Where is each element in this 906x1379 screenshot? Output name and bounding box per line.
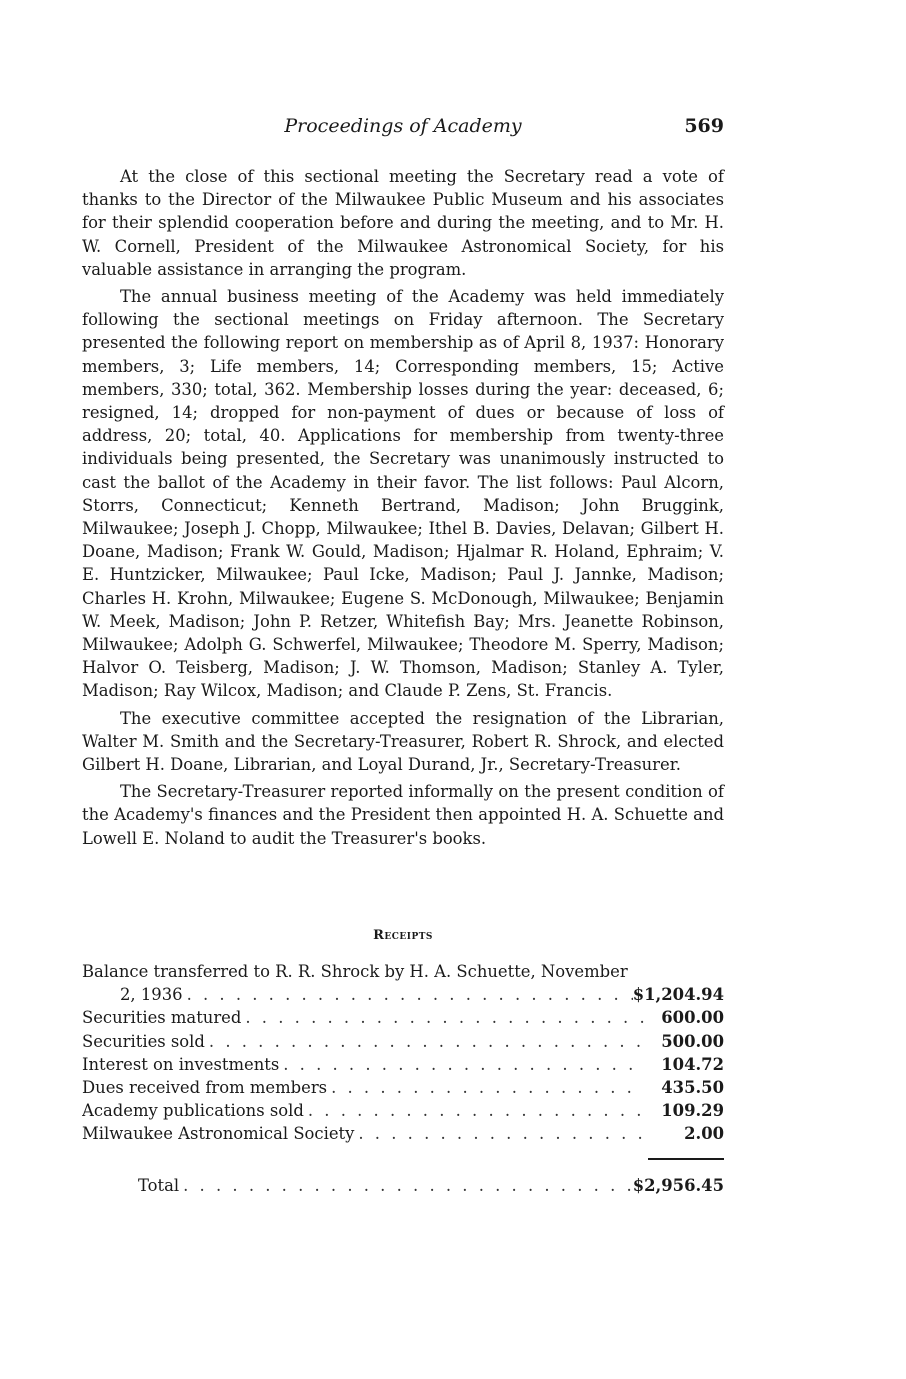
receipt-amount: 109.29 — [661, 1101, 724, 1121]
paragraph-treasurer-report: The Secretary-Treasurer reported informally on the present condition of the Academy's finances and the President then appointed H. A. Schuette and Lowell E. Noland to audit the Treasurer's books. — [82, 782, 724, 848]
receipt-label: Milwaukee Astronomical Society — [82, 1124, 355, 1144]
receipt-label: Dues received from members — [82, 1077, 328, 1097]
receipt-amount: 600.00 — [661, 1008, 724, 1028]
receipt-row-total — [82, 1174, 724, 1197]
total-amount: $2,956.45 — [632, 1175, 724, 1195]
paragraph-vote-of-thanks: At the close of this sectional meeting the Secretary read a vote of thanks to the Director of the Milwaukee Public Museum and his associates for their splendid cooperation before and during the meeting, and to Mr. H. W. Cornell, President of the Milwaukee Astronomical Society, for his valuable assistance in arranging the program. — [82, 167, 724, 279]
total-label: Total — [138, 1175, 180, 1195]
receipt-row — [82, 1030, 724, 1053]
leader-dots — [205, 1030, 644, 1053]
receipt-balance-label-line2: 2, 1936 — [120, 985, 183, 1005]
leader-dots — [327, 1076, 644, 1099]
receipt-amount: 500.00 — [661, 1031, 724, 1051]
receipts-table — [82, 960, 724, 1197]
leader-dots — [179, 1174, 633, 1197]
receipts-heading: Receipts — [373, 928, 433, 943]
receipt-label: Securities sold — [82, 1031, 205, 1051]
receipt-row — [82, 1122, 724, 1145]
receipt-balance-label-line1: Balance transferred to R. R. Shrock by H. A. Schuette, November — [82, 962, 628, 981]
paragraph-business-meeting: The annual business meeting of the Academy was held immediately following the sectional meetings on Friday afternoon. The Secretary presented the following report on membership as of April 8, 1937: Honorary members, 3; Life members, 14; Corresponding members, 15; Active members, 330; total, 362. Membership losses during the year: deceased, 6; resigned, 14; dropped for non-payment of dues or because of loss of address, 20; total, 40. Applications for membership from twenty-three individuals being presented, the Secretary was unanimously instructed to cast the ballot of the Academy in their favor. The list follows: Paul Alcorn, Storrs, Connecticut; Kenneth Bertrand, Madison; John Bruggink, Milwaukee; Joseph J. Chopp, Milwaukee; Ithel B. Davies, Delavan; Gilbert H. Doane, Madison; Frank W. Gould, Madison; Hjalmar R. Holand, Ephraim; V. E. Huntzicker, Milwaukee; Paul Icke, Madison; Paul J. Jannke, Madison; Charles H. Krohn, Milwaukee; Eugene S. McDonough, Milwaukee; Benjamin W. Meek, Madison; John P. Retzer, Whitefish Bay; Mrs. Jeanette Robinson, Milwaukee; Adolph G. Schwerfel, Milwaukee; Theodore M. Sperry, Madison; Halvor O. Teisberg, Madison; J. W. Thomson, Madison; Stanley A. Tyler, Madison; Ray Wilcox, Madison; and Claude P. Zens, St. Francis. — [82, 287, 724, 701]
leader-dots — [304, 1099, 644, 1122]
paragraph-executive-committee: The executive committee accepted the resignation of the Librarian, Walter M. Smith and the Secretary-Treasurer, Robert R. Shrock, and elected Gilbert H. Doane, Librarian, and Loyal Durand, Jr., Secretary-Treasurer. — [82, 708, 724, 775]
receipt-label: Academy publications sold — [82, 1101, 304, 1121]
receipt-label: Interest on investments — [82, 1054, 280, 1074]
leader-dots — [354, 1122, 644, 1145]
receipt-label: Securities matured — [82, 1008, 242, 1028]
receipt-row — [82, 1099, 724, 1122]
running-head — [82, 115, 724, 143]
receipt-amount: 104.72 — [661, 1054, 724, 1074]
receipt-amount: 435.50 — [661, 1077, 724, 1097]
receipt-row — [82, 1053, 724, 1076]
receipt-row — [82, 1076, 724, 1099]
receipt-amount: 2.00 — [684, 1124, 724, 1144]
receipt-amount: $1,204.94 — [632, 985, 724, 1005]
total-rule — [648, 1158, 724, 1160]
running-title: Proceedings of Academy — [284, 115, 522, 137]
receipt-row — [82, 1006, 724, 1029]
leader-dots — [279, 1053, 644, 1076]
leader-dots — [183, 983, 633, 1006]
page-number: 569 — [684, 115, 724, 137]
receipt-row-balance — [82, 983, 724, 1006]
leader-dots — [241, 1006, 644, 1029]
body-text — [82, 165, 724, 854]
